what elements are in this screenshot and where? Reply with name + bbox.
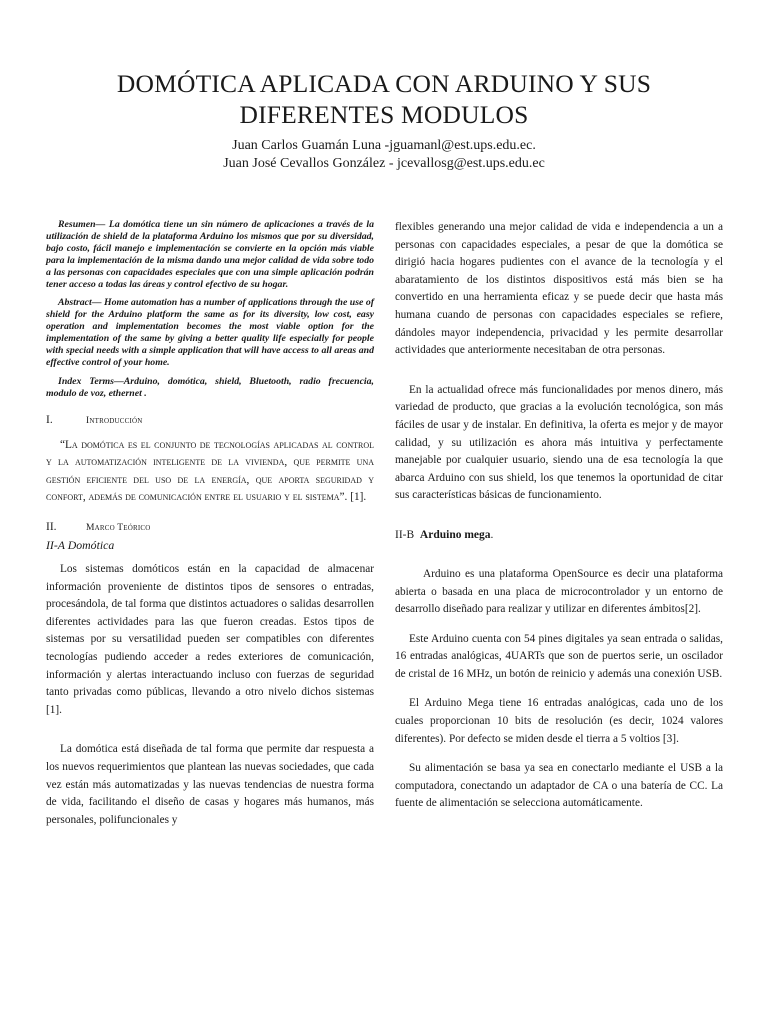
body-paragraph: Este Arduino cuenta con 54 pines digitales ya sean entrada o salidas, 16 entradas analógicas, 4UARTs que son de puertos serie, un oscilador de cristal de 16 MHz, un botón de reinicio y además una conexión USB. [395,632,723,680]
section-number: I. [46,413,53,426]
subsection-heading-arduino-mega: II-B Arduino mega. [395,528,494,541]
section-heading-introduccion [46,412,374,430]
right-column [395,219,723,813]
left-column [46,219,374,829]
body-paragraph: En la actualidad ofrece más funcionalidades por menos dinero, más variedad de producto, que gracias a la evolución tecnológica, son más fáciles de usar y de instalar. En definitiva, la oferta es mejor y de mayor calidad, y su utilización es ahora más intuitiva y perfectamente manejable por cualquier usuario, siendo una de esa tecnología la que abarca Arduino con sus shield, los que tenemos la oportunidad de citar sus características básicas de funcionamiento. [395,383,723,502]
definition-quote: “La domótica es el conjunto de tecnologías aplicadas al control y la automatización inteligente de la vivienda, que permite una gestión eficiente del uso de la energía, que aporta seguridad y confort, además de comunicación entre el usuario y el sistema”. [1]. [46,438,374,504]
section-name: Marco Teórico [86,523,151,534]
paper-title: DOMÓTICA APLICADA CON ARDUINO Y SUS DIFERENTES MODULOS [116,69,652,129]
abstract-paragraph: Abstract— Home automation has a number of applications through the use of shield for the Arduino platform the same as for its diversity, low cost, easy operation and implementation becomes the most viable option for the implementation of the same by giving a better quality life especially for people with special needs with a simple application that will have access to all areas and effective control of your home. [46,297,375,368]
subsection-name: Arduino mega [419,528,491,541]
resumen-paragraph: Resumen— La domótica tiene un sin número de aplicaciones a través de la utilización de shield de la plataforma Arduino los mismos que por su diversidad, bajo costo, fácil manejo e implementación se convierte en la opción más viable para la implementación de la misma dando una mejor calidad de vida sobre todo a las personas con capacidades especiales que con una simple aplicación podrán tener acceso a todas las áreas y control efectivo de su hogar. [46,219,374,290]
section-heading-marco-teorico [46,519,374,537]
author-block [40,137,728,173]
body-paragraph: Su alimentación se basa ya sea en conectarlo mediante el USB a la computadora, conectando un adaptador de CA o una batería de CC. La fuente de alimentación se selecciona automáticamente. [395,762,723,810]
section-name: Introducción [86,415,143,426]
body-paragraph: Los sistemas domóticos están en la capacidad de almacenar información proveniente de distintos tipos de sensores o entradas, procesándola, de tal forma que distintos actuadores o salidas desarrollen diferentes actividades para las que fueron creadas. Estos tipos de sistemas por su versatilidad pueden ser compatibles con diferentes tecnologías pudiendo acceder a redes exteriores de comunicación, información y alertas interactuando incluso con fuerzas de seguridad tanto privadas como públicas, llevando a otro nivelo dichos sistemas [1]. [46,563,374,716]
body-paragraph: Arduino es una plataforma OpenSource es decir una plataforma abierta o basada en una placa de microcontrolador y un entorno de desarrollo diseñado para realizar y utilizar en diferentes ámbitos[2]. [395,567,723,616]
body-paragraph: El Arduino Mega tiene 16 entradas analógicas, cada uno de los cuales proporcionan 10 bits de resolución (es decir, 1024 valores diferentes). Por defecto se miden desde el tierra a 5 voltios [3]. [395,697,723,745]
body-paragraph: La domótica está diseñada de tal forma que permite dar respuesta a los nuevos requerimientos que plantean las nuevas sociedades, que cada vez están más automatizadas y las nuevas tendencias de nuestra forma de vida, facilitando el diseño de casas y hogares más humanos, más personales, polifuncionales y [46,743,374,826]
section-number: II. [46,521,57,534]
author-line-1: Juan Carlos Guamán Luna -jguamanl@est.ups.edu.ec. [232,138,536,153]
subsection-number: II-B [395,528,415,541]
author-line-2: Juan José Cevallos González - jcevallosg@est.ups.edu.ec [223,156,545,171]
body-paragraph: flexibles generando una mejor calidad de vida e independencia a un a personas con capacidades especiales, a pesar de que la domótica se dirigió hacia hogares pudientes con el avance de la tecnología y el abaratamiento de los distintos dispositivos está más bien se ha convertido en una herramienta eficaz y se puede decir que hasta más humana cuando de personas con capacidades especiales se refiere, dándoles mayor independencia, privacidad y les permite desarrollar actividades que anteriormente necesitaban de otra personas. [395,221,723,357]
index-terms: Index Terms—Arduino, domótica, shield, Bluetooth, radio frecuencia, modulo de voz, ethernet . [46,375,374,399]
subsection-heading-domotica: II-A Domótica [46,538,115,553]
